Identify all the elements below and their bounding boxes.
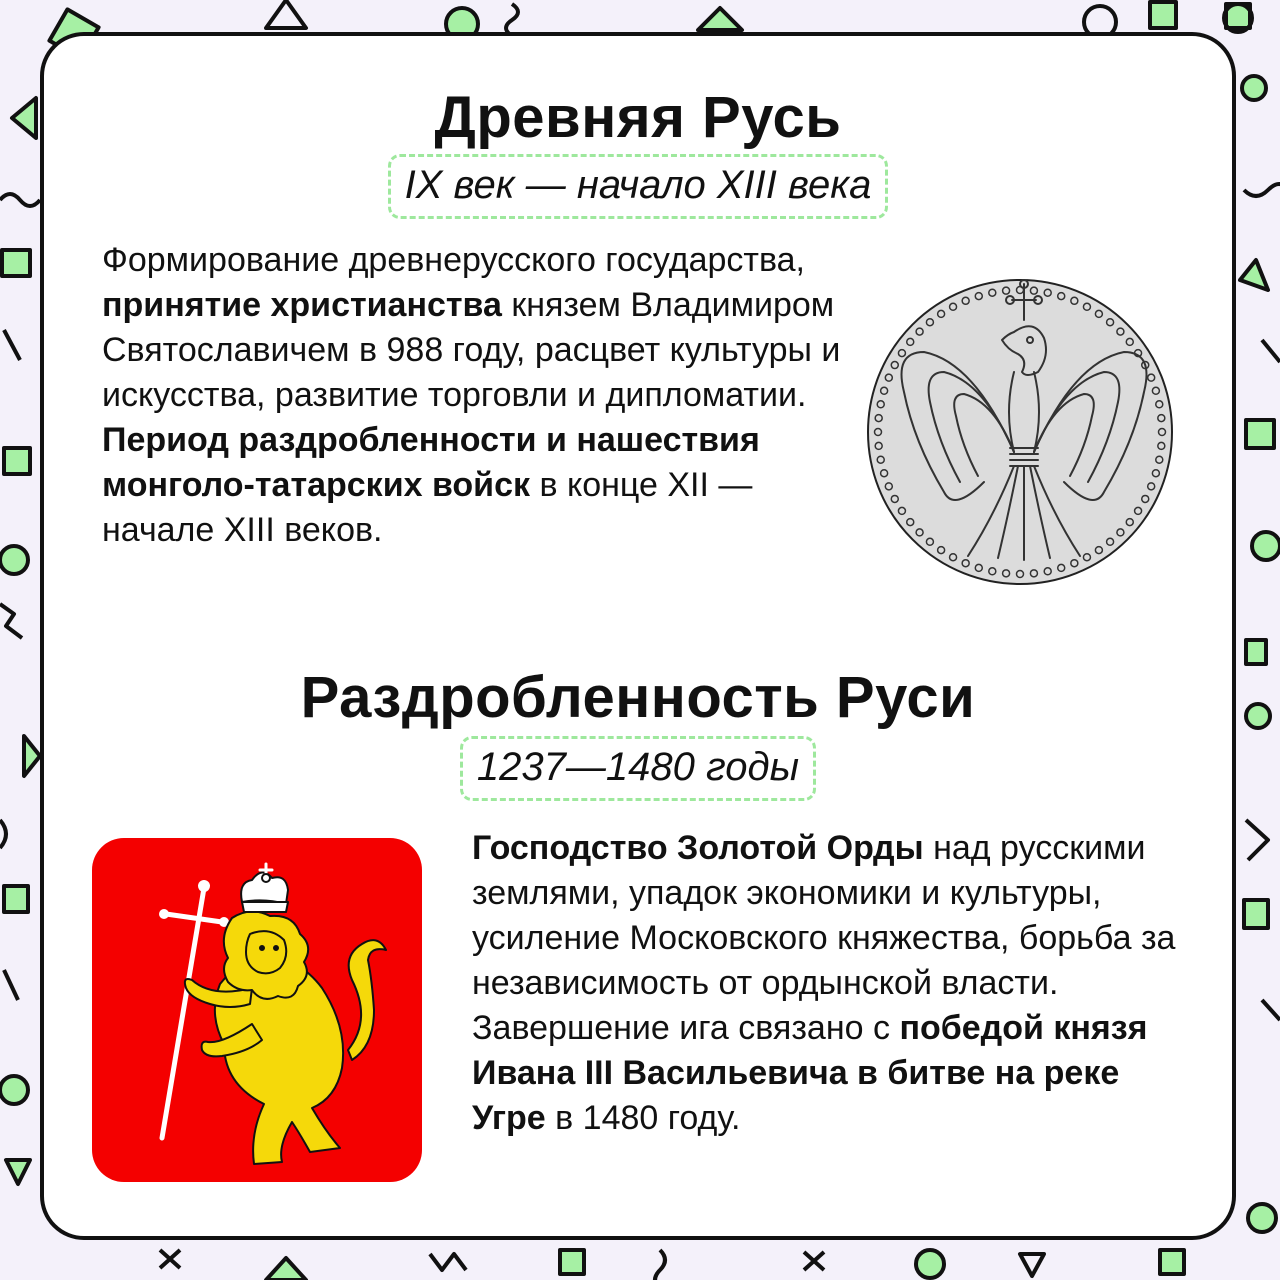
section2-text-3: в 1480 году. [545,1099,741,1137]
section2-title: Раздробленность Руси [300,665,976,730]
section1-text-4: в конце XII — начале XIII веков. [102,466,753,549]
content-card [40,32,1236,1240]
section2-paragraph [472,826,1192,1141]
section1-title: Древняя Русь [434,85,842,150]
section1-text-1: принятие христианства [102,286,502,324]
section1-text-2: князем Владимиром Святославичем в 988 году, расцвет культуры и искусства, развитие торговли и дипломатии. [102,286,841,414]
section1-paragraph [102,238,842,553]
trident-falcon-seal-image [864,252,1176,612]
vladimir-coat-of-arms-image [92,838,422,1182]
section1-period-wrap [44,154,1232,219]
section2-text-2: победой князя Ивана III Васильевича в битве на реке Угре [472,1009,1148,1137]
section2-period-wrap [44,736,1232,801]
section2-text-0: Господство Золотой Орды [472,829,924,867]
section1-text-0: Формирование древнерусского государства, [102,241,805,279]
section2-text-1: над русскими землями, упадок экономики и культуры, усиление Московского княжества, борьба за независимость от ордынской власти. Завершение ига связано с [472,829,1176,1047]
section2-period: 1237—1480 годы [460,736,816,801]
section1-period: IX век — начало XIII века [388,154,889,219]
section1-text-3: Период раздробленности и нашествия монголо-татарских войск [102,421,760,504]
